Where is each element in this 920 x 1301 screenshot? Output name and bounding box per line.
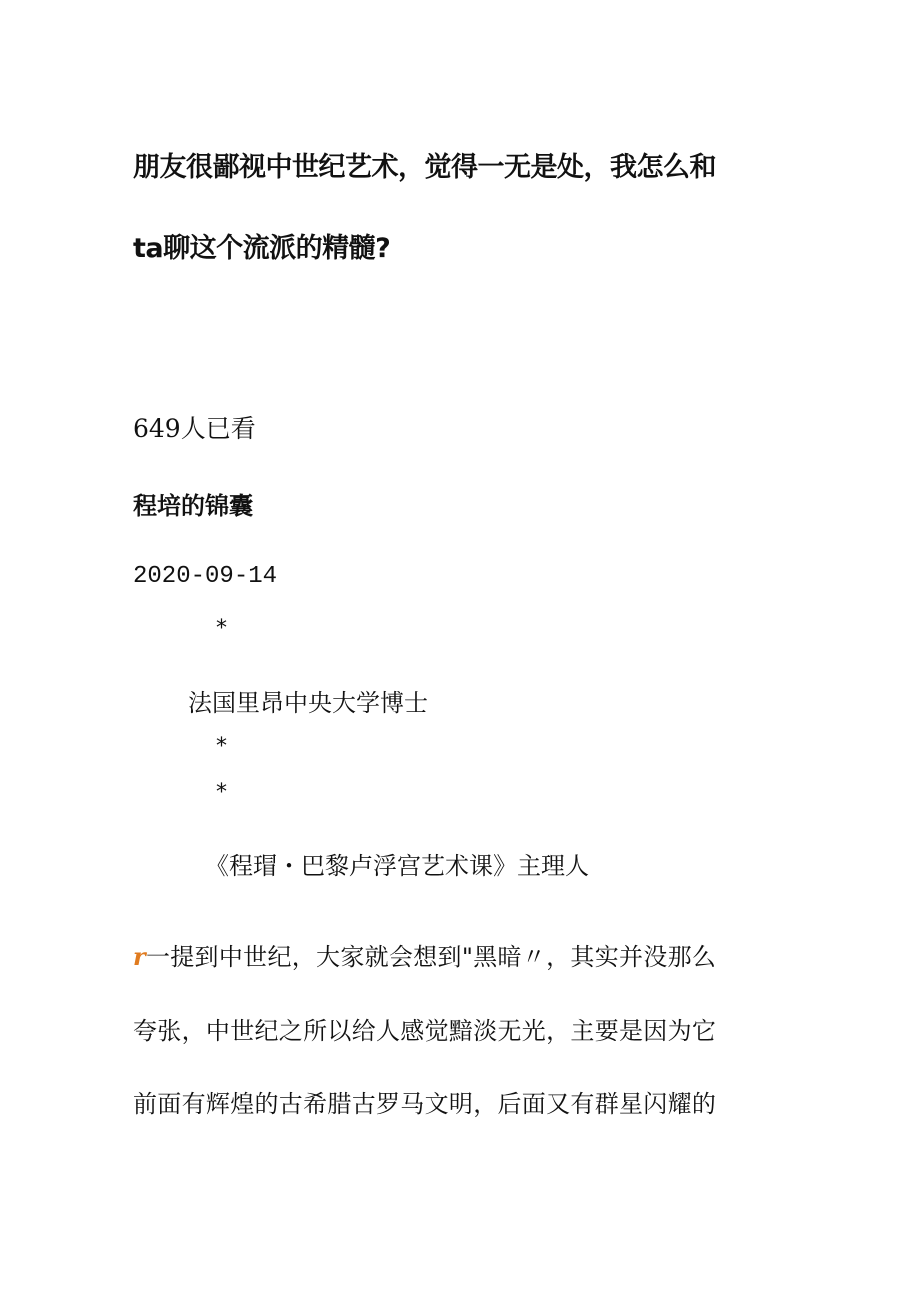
view-count: 649人已看 [133, 414, 256, 443]
body-text: 一提到中世纪，大家就会想到"黑暗〃，其实并没那么 [145, 943, 717, 971]
author-name[interactable]: 程培的锦囊 [133, 492, 253, 520]
body-paragraph-line-1 [133, 937, 716, 972]
quote-marker: r [133, 942, 146, 971]
bio-line-degree: 法国里昂中央大学博士 [188, 689, 428, 717]
body-paragraph-line-3: 前面有辉煌的古希腊古罗马文明，后面又有群星闪耀的 [133, 1090, 717, 1118]
bio-separator-star: * [216, 616, 227, 641]
bio-line-course: 《程瑁・巴黎卢浮宫艺术课》主理人 [205, 852, 589, 880]
article-title-line-2: ta聊这个流派的精髓? [133, 233, 391, 264]
bio-separator-star: * [216, 734, 227, 759]
article-title-line-1: 朋友很鄙视中世纪艺术，觉得一无是处，我怎么和 [133, 152, 716, 183]
publish-date: 2020-09-14 [133, 563, 278, 590]
bio-separator-star: * [216, 780, 227, 805]
body-paragraph-line-2: 夸张，中世纪之所以给人感觉黯淡无光，主要是因为它 [133, 1017, 717, 1045]
